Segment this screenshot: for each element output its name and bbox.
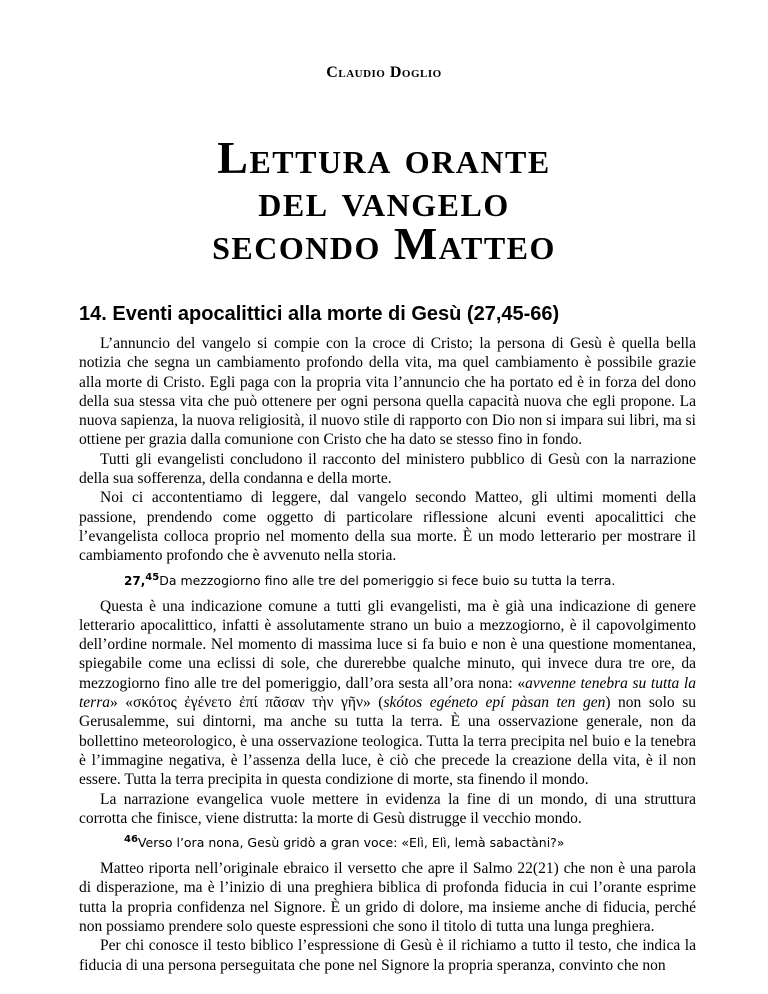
verse-text: Verso l’ora nona, Gesù gridò a gran voce: «Elì, Elì, lemà sabactàni?»: [137, 835, 565, 851]
title-line-1: Lettura orante: [217, 132, 551, 183]
title-line-2: del vangelo: [258, 175, 510, 226]
document-title: [0, 132, 768, 269]
paragraph: Tutti gli evangelisti concludono il racconto del ministero pubblico di Gesù con la narrazione della sua sofferenza, della condanna e della morte.: [79, 450, 696, 488]
paragraph-text: Questa è una indicazione comune a tutti gli evangelisti, ma è già una indicazione di genere letterario apocalittico, infatti è assolutamente strano un buio a mezzogiorno, è il capovolgimento dell’ordine normale. Nel momento di massima luce si fa buio e non è una questione momentanea, spiegabile come una eclissi di sole, che durerebbe qualche minuto, qui invece dura tre ore, da mezzogiorno fino alle tre del pomeriggio, dall’ora sesta all’ora nona: «: [79, 597, 696, 692]
paragraph: [79, 597, 696, 790]
section-heading: 14. Eventi apocalittici alla morte di Gesù (27,45-66): [79, 303, 560, 325]
transliteration: skótos egéneto epí pàsan ten gen: [383, 694, 606, 712]
title-line-3: secondo Matteo: [212, 218, 556, 269]
paragraph: Matteo riporta nell’originale ebraico il versetto che apre il Salmo 22(21) che non è una parola di disperazione, ma è l’inizio di una preghiera biblica di profonda fiducia in cui l’orante esprime tutta la propria confidenza nel Signore. È un grido di dolore, ma insieme anche di fiducia, perché non possiamo prendere solo queste espressioni che sono il titolo di tutta una lunga preghiera.: [79, 860, 696, 936]
verse-quote: [124, 573, 696, 589]
verse-quote: [124, 835, 696, 851]
italic-quote: avvenne tenebra su tutta la terra: [79, 674, 696, 712]
verse-chapter: 27,: [124, 573, 146, 588]
paragraph-text: ) non solo su Gerusalemme, sui dintorni, ma anche su tutta la terra. È una osservazione generale, non da bollettino meteorologico, è una osservazione teologica. Tutta la terra precipita nel buio e la tenebra è l’immagine negativa, è l’assenza della luce, è ciò che precede la creazione della vita, è il non essere. Tutta la terra precipita in questa condizione di morte, sta finendo il mondo.: [79, 694, 696, 789]
verse-number: 46: [124, 833, 138, 845]
greek-quote: » «σκότος ἐγένετο ἐπί πᾶσαν τὴν γῆν» (: [110, 694, 384, 712]
paragraph: Noi ci accontentiamo di leggere, dal vangelo secondo Matteo, gli ultimi momenti della passione, prendendo come oggetto di particolare riflessione alcuni eventi apocalittici che l’evangelista colloca proprio nel momento della sua morte. È un modo letterario per mostrare il cambiamento profondo che è avvenuto nella storia.: [79, 489, 696, 565]
author-name: Claudio Doglio: [326, 64, 442, 81]
paragraph: La narrazione evangelica vuole mettere in evidenza la fine di un mondo, di una struttura corrotta che finisce, viene distrutta: la morte di Gesù distrugge il vecchio mondo.: [79, 790, 696, 827]
document-body: [79, 302, 696, 975]
verse-text: Da mezzogiorno fino alle tre del pomeriggio si fece buio su tutta la terra.: [159, 572, 616, 588]
verse-number: 45: [145, 571, 160, 583]
paragraph: L’annuncio del vangelo si compie con la croce di Cristo; la persona di Gesù è quella bella notizia che segna un cambiamento profondo della vita, ma quel cambiamento è possibile grazie alla morte di Cristo. Egli paga con la propria vita l’annuncio che ha portato ed è in forza del dono della sua stessa vita che può ottenere per ogni persona quella capacità nuova che egli propone. La nuova sapienza, la nuova religiosità, il nuovo stile di rapporto con Dio non si impara sui libri, ma si ottiene per grazia dalla comunione con Cristo che ha dato se stesso fino in fondo.: [79, 335, 696, 449]
paragraph: Per chi conosce il testo biblico l’espressione di Gesù è il richiamo a tutto il testo, che indica la fiducia di una persona perseguitata che pone nel Signore la propria speranza, convinto che non: [79, 937, 696, 974]
